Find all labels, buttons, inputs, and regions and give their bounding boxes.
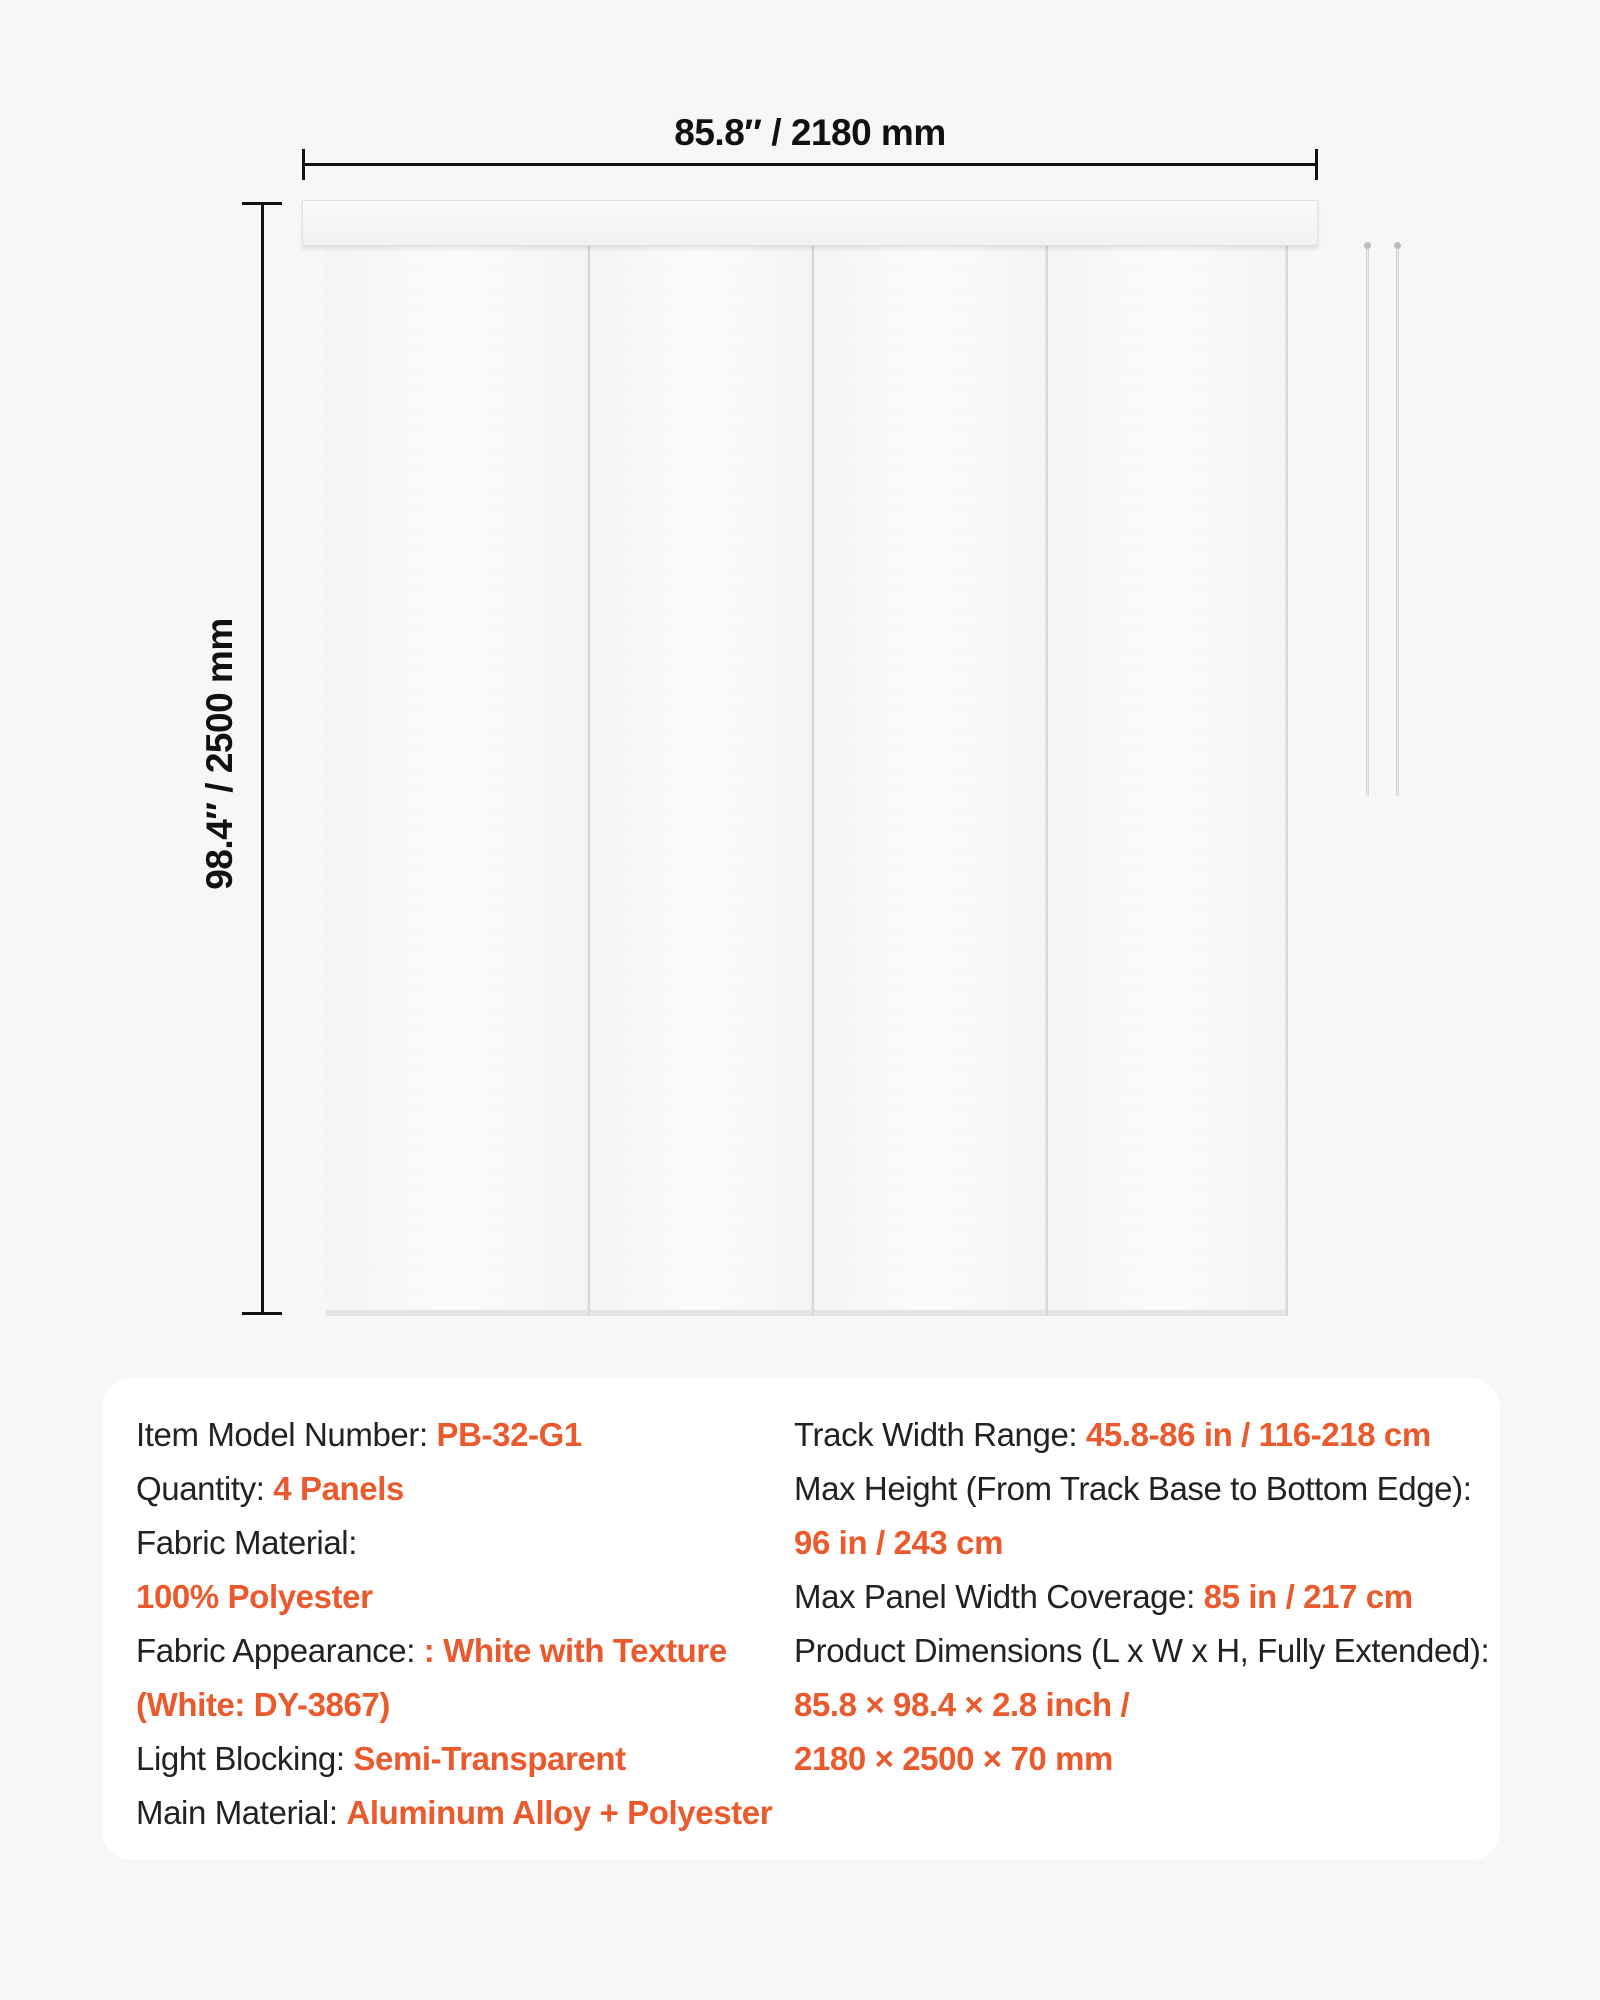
spec-line-max-height-value (794, 1516, 1494, 1570)
spec-value: 45.8-86 in / 116-218 cm (1085, 1416, 1431, 1453)
spec-value: 4 Panels (273, 1470, 404, 1507)
spec-line-product-dimensions (794, 1624, 1494, 1678)
spec-label: Track Width Range: (794, 1416, 1086, 1453)
spec-line-max-height (794, 1462, 1494, 1516)
width-dimension-label: 85.8″ / 2180 mm (674, 112, 946, 153)
spec-column-left (136, 1408, 776, 1840)
control-wand-2 (1396, 246, 1399, 796)
spec-value: Semi-Transparent (353, 1740, 626, 1777)
spec-value: : White with Texture (423, 1632, 727, 1669)
spec-value: 85.8 × 98.4 × 2.8 inch / (794, 1686, 1130, 1723)
spec-label: Fabric Material: (136, 1524, 357, 1561)
blind-panel-1 (326, 244, 590, 1316)
spec-line-fabric-material-value (136, 1570, 776, 1624)
spec-line-fabric-appearance-code (136, 1678, 776, 1732)
height-dimension-line (261, 202, 264, 1315)
spec-line-main-material (136, 1786, 776, 1840)
spec-label: Product Dimensions (L x W x H, Fully Extended): (794, 1632, 1490, 1669)
spec-label: Fabric Appearance: (136, 1632, 424, 1669)
spec-value: Aluminum Alloy + Polyester (346, 1794, 773, 1831)
spec-label: Main Material: (136, 1794, 347, 1831)
specification-card (102, 1378, 1500, 1860)
blind-panel-2 (590, 244, 814, 1316)
spec-label: Max Panel Width Coverage: (794, 1578, 1204, 1615)
spec-value: 85 in / 217 cm (1203, 1578, 1413, 1615)
spec-label: Light Blocking: (136, 1740, 354, 1777)
spec-line-fabric-material (136, 1516, 776, 1570)
spec-column-right (794, 1408, 1494, 1786)
spec-line-fabric-appearance (136, 1624, 776, 1678)
spec-value: PB-32-G1 (436, 1416, 582, 1453)
spec-value: 96 in / 243 cm (794, 1524, 1004, 1561)
control-wand-1 (1366, 246, 1369, 796)
headrail-valance (302, 200, 1318, 246)
spec-value: 100% Polyester (136, 1578, 373, 1615)
blind-panel-4 (1048, 244, 1288, 1316)
spec-label: Item Model Number: (136, 1416, 437, 1453)
spec-line-max-panel-width (794, 1570, 1494, 1624)
spec-value: 2180 × 2500 × 70 mm (794, 1740, 1114, 1777)
spec-line-model-number (136, 1408, 776, 1462)
width-dimension-line (302, 163, 1318, 166)
spec-value: (White: DY-3867) (136, 1686, 390, 1723)
height-dimension-label: 98.4″ / 2500 mm (199, 618, 240, 890)
blind-panel-3 (814, 244, 1048, 1316)
spec-line-light-blocking (136, 1732, 776, 1786)
spec-line-quantity (136, 1462, 776, 1516)
spec-label: Max Height (From Track Base to Bottom Edge): (794, 1470, 1472, 1507)
spec-label: Quantity: (136, 1470, 274, 1507)
spec-line-product-dimensions-mm (794, 1732, 1494, 1786)
spec-line-track-width-range (794, 1408, 1494, 1462)
spec-line-product-dimensions-inch (794, 1678, 1494, 1732)
